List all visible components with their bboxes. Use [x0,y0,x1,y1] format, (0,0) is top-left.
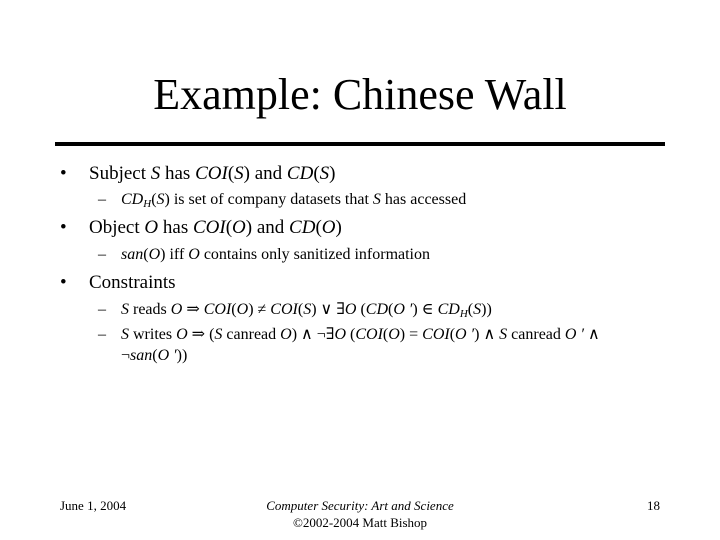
bullet-text: Constraints [89,272,176,293]
sub-bullet-text: CDH(S) is set of company datasets that S has accessed [121,191,467,210]
sub-bullet-text: ¬san(O ′)) [121,347,188,364]
sub-bullet-text: san(O) iff O contains only sanitized information [121,246,430,263]
dash-marker: – [98,301,106,318]
bullet-text: Subject S has COI(S) and CD(S) [89,163,336,184]
dash-marker: – [98,326,106,343]
footer-course [200,497,520,531]
sub-bullet-text: S reads O ⇒ COI(O) ≠ COI(S) ∨ ∃O (CD(O ′) ∈ CDH(S)) [121,301,492,320]
bullet-marker: • [60,163,67,184]
footer-date: June 1, 2004 [60,498,127,513]
footer-course-title: Computer Security: Art and Science [266,498,454,513]
title-divider [55,142,665,146]
footer-copyright: ©2002-2004 Matt Bishop [292,515,428,530]
bullet-text: Object O has COI(O) and CD(O) [89,217,342,238]
sub-bullet-text: S writes O ⇒ (S canread O) ∧ ¬∃O (COI(O) = COI(O ′) ∧ S canread O ′ ∧ [121,326,600,343]
bullet-marker: • [60,217,67,238]
dash-marker: – [98,246,106,263]
dash-marker: – [98,191,106,208]
slide-title: Example: Chinese Wall [153,70,567,119]
footer-page-number: 18 [647,498,660,513]
bullet-marker: • [60,272,67,293]
